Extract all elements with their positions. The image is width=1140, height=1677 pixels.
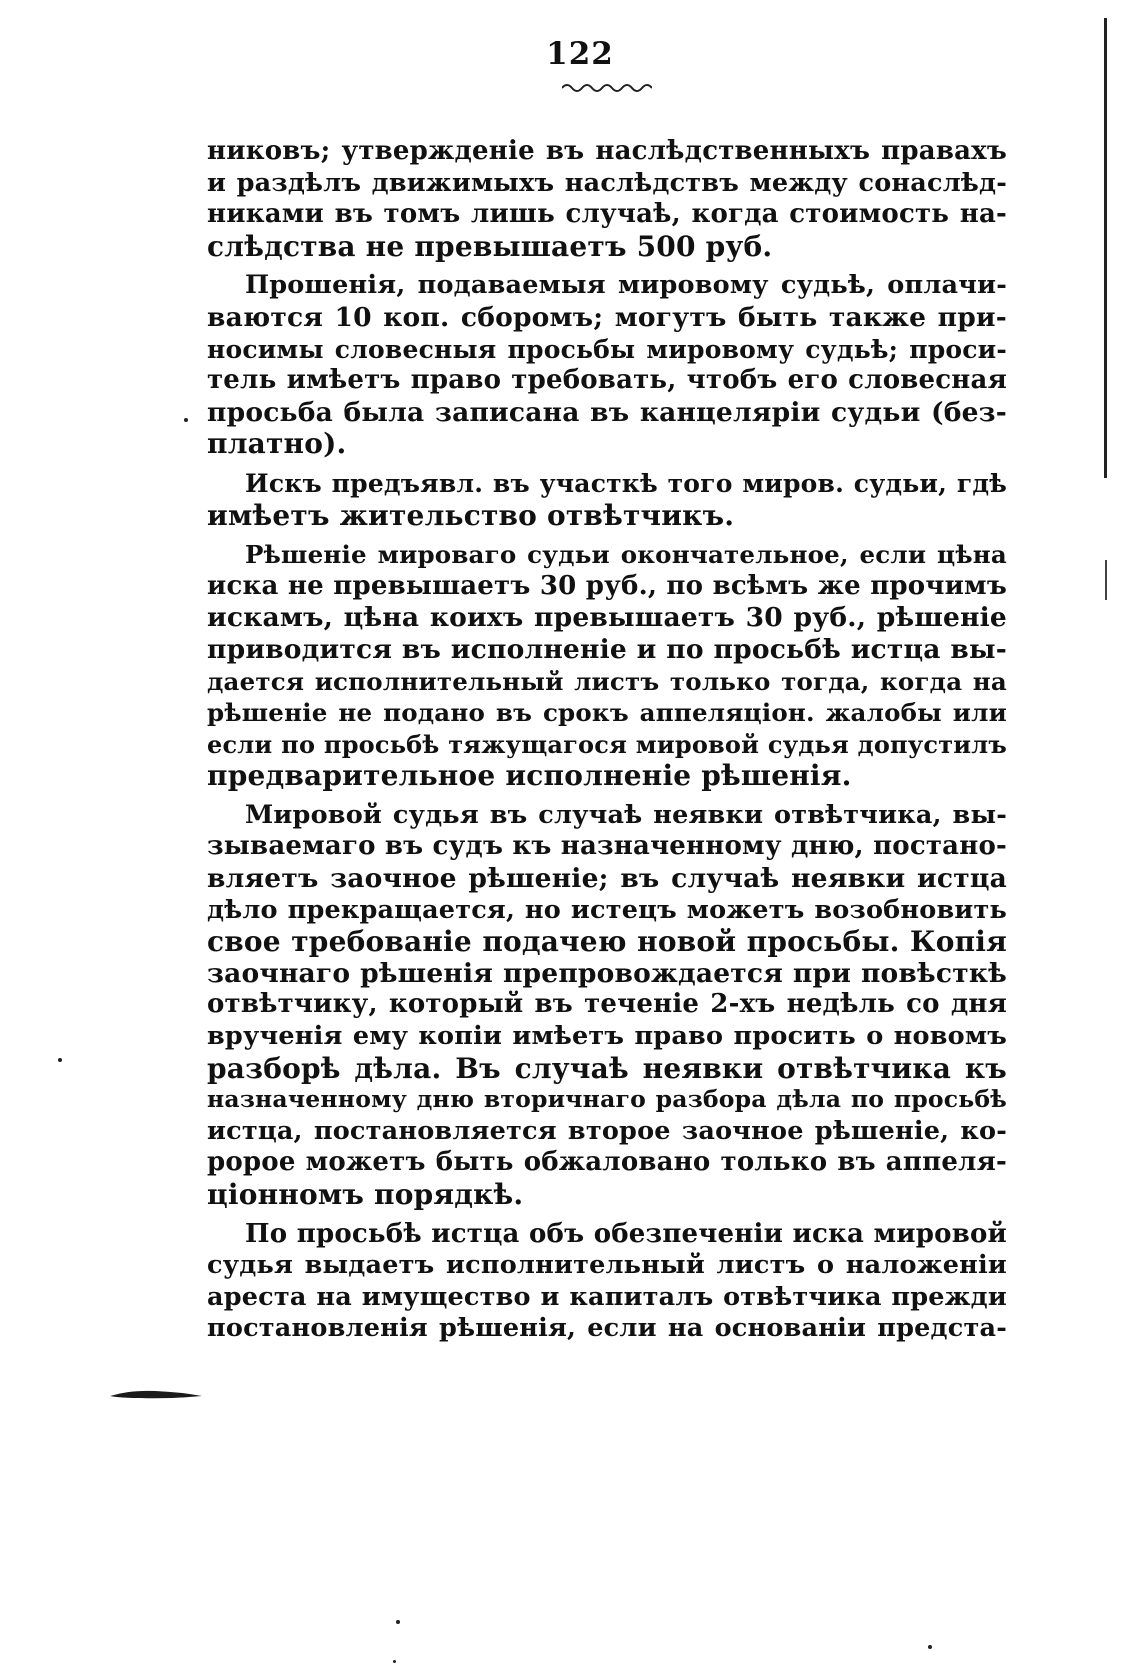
text-line: и раздѣлъ движимыхъ наслѣдствъ между сонаслѣд-	[207, 167, 1007, 198]
text-line: Искъ предъявл. въ участкѣ того миров. судьи, гдѣ	[245, 468, 1007, 498]
paragraph	[207, 270, 1007, 460]
text-line: заочнаго рѣшенія препровождается при повѣсткѣ	[207, 957, 1007, 989]
text-line: разборѣ дѣла. Въ случаѣ неявки отвѣтчика къ	[207, 1051, 1007, 1085]
text-line: Рѣшеніе мироваго судьи окончательное, если цѣна	[245, 540, 1007, 570]
text-line: врученія ему копіи имѣетъ право просить о новомъ	[207, 1021, 1007, 1052]
right-edge-rule	[1104, 18, 1107, 478]
text-line: назначенному дню вторичнаго разбора дѣла по просьбѣ	[207, 1085, 1007, 1114]
text-line: зываемаго въ судъ къ назначенному дню, постано-	[207, 831, 1007, 862]
text-line: приводится въ исполненіе и по просьбѣ истца вы-	[207, 633, 1007, 665]
text-line: рѣшеніе не подано въ срокъ аппеляціон. жалобы или	[207, 698, 1007, 728]
print-speck	[393, 1660, 396, 1663]
right-edge-rule-fragment	[1105, 560, 1107, 600]
ink-smear	[110, 1387, 202, 1401]
text-line: постановленія рѣшенія, если на основаніи предста-	[207, 1313, 1007, 1344]
page-number: 122	[546, 36, 614, 72]
text-line: дѣло прекращается, но истецъ можетъ возобновить	[207, 894, 1007, 925]
text-line: свое требованіе подачею новой просьбы. Копія	[207, 925, 1007, 959]
text-line: вляетъ заочное рѣшеніе; въ случаѣ неявки истца	[207, 863, 1007, 895]
text-line: По просьбѣ истца объ обезпеченіи иска мировой	[245, 1218, 1007, 1249]
text-line: ророе можетъ быть обжаловано только въ аппеля-	[207, 1147, 1007, 1178]
text-line: слѣдства не превышаетъ 500 руб.	[207, 229, 773, 263]
text-line: просьба была записана въ канцеляріи судьи (без-	[207, 396, 1007, 428]
text-line: искамъ, цѣна коихъ превышаетъ 30 руб., рѣшеніе	[207, 602, 1007, 634]
text-line: отвѣтчику, который въ теченіе 2-хъ недѣль со дня	[207, 989, 1007, 1020]
print-speck	[928, 1645, 932, 1649]
text-line: предварительное исполненіе рѣшенія.	[207, 759, 852, 793]
text-line: никами въ томъ лишь случаѣ, когда стоимость на-	[207, 199, 1007, 230]
paragraph	[207, 136, 1007, 262]
text-line: ваются 10 коп. сборомъ; могутъ быть также при-	[207, 301, 1007, 333]
text-block	[207, 136, 1007, 1353]
text-line: Мировой судья въ случаѣ неявки отвѣтчика, вы-	[245, 799, 1007, 830]
text-line: никовъ; утвержденіе въ наслѣдственныхъ правахъ	[207, 136, 1007, 166]
text-line: ареста на имущество и капиталъ отвѣтчика прежди	[207, 1281, 1007, 1312]
text-line: судья выдаетъ исполнительный листъ о наложеніи	[207, 1250, 1007, 1281]
text-line: тель имѣетъ право требовать, чтобъ его словесная	[207, 365, 1007, 396]
print-speck	[396, 1620, 400, 1624]
paragraph	[207, 1219, 1007, 1345]
text-line: если по просьбѣ тяжущагося мировой судья допустилъ	[207, 729, 1007, 759]
text-line: истца, постановляется второе заочное рѣшеніе, ко-	[207, 1115, 1007, 1146]
page-number-ornament	[562, 82, 652, 94]
print-speck	[58, 1058, 62, 1062]
text-line: дается исполнительный листъ только тогда, когда на	[207, 666, 1007, 696]
text-line: ціонномъ порядкѣ.	[207, 1178, 524, 1211]
text-line: платно).	[207, 427, 347, 461]
text-line: носимы словесныя просьбы мировому судьѣ; проси-	[207, 334, 1007, 364]
text-line: Прошенія, подаваемыя мировому судьѣ, оплачи-	[245, 270, 1007, 301]
print-speck	[184, 418, 188, 422]
paragraph	[207, 539, 1007, 792]
text-line: иска не превышаетъ 30 руб., по всѣмъ же прочимъ	[207, 570, 1007, 601]
text-line: имѣетъ жительство отвѣтчикъ.	[207, 498, 735, 532]
paragraph	[207, 468, 1007, 531]
paragraph	[207, 800, 1007, 1211]
